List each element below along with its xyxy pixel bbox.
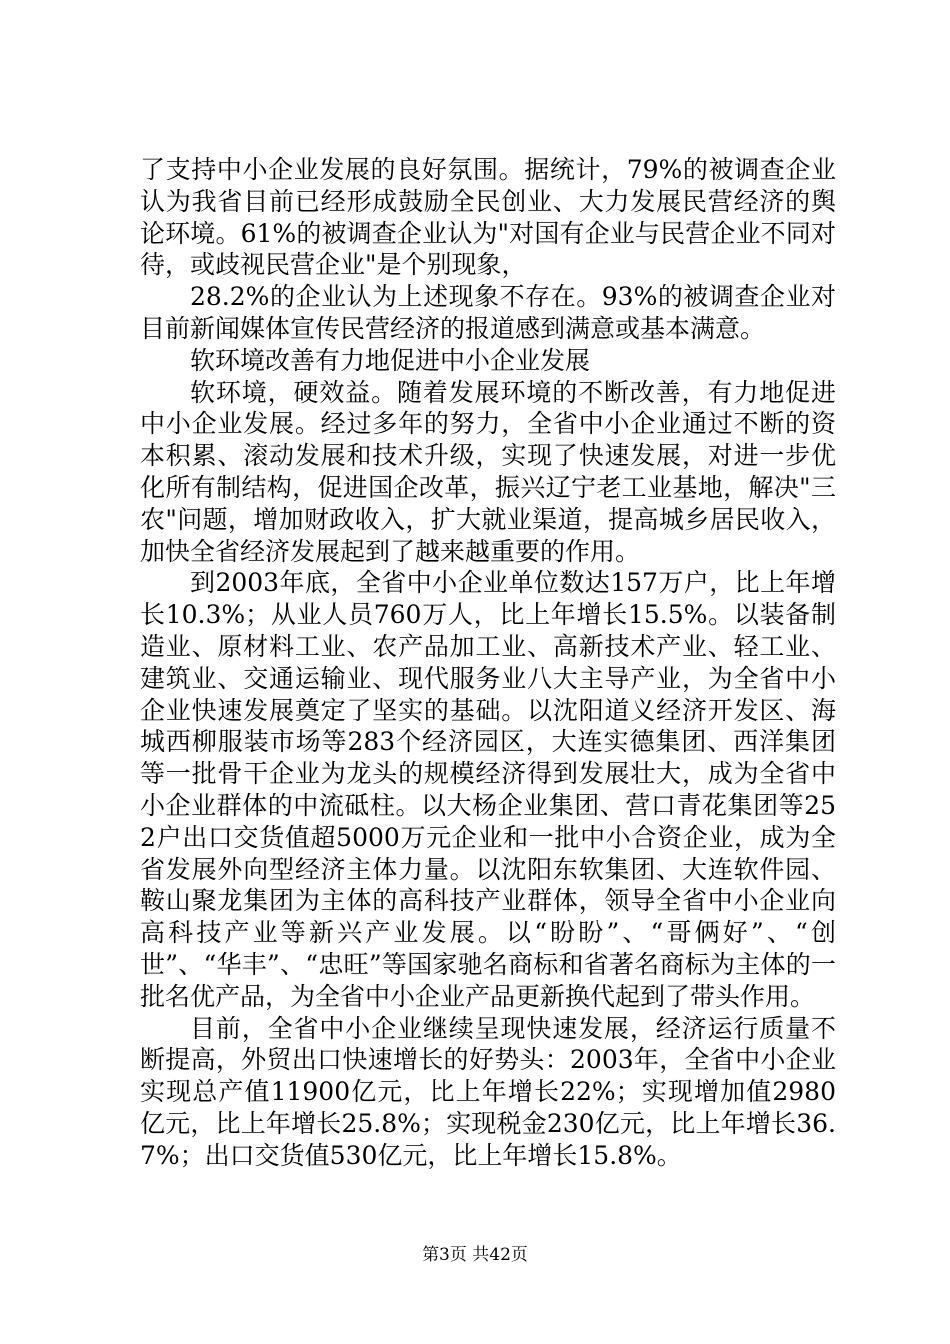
document-body	[140, 154, 836, 1172]
page-number-footer: 第3页 共42页	[422, 1245, 528, 1265]
paragraph-3: 软环境，硬效益。随着发展环境的不断改善，有力地促进中小企业发展。经过多年的努力，全省中小企业通过不断的资本积累、滚动发展和技术升级，实现了快速发展，对进一步优化所有制结构，促进国企改革，振兴辽宁老工业基地，解决"三农"问题，增加财政收入，扩大就业渠道，提高城乡居民收入，加快全省经济发展起到了越来越重要的作用。	[140, 377, 836, 566]
section-heading: 软环境改善有力地促进中小企业发展	[190, 345, 591, 375]
paragraph-5: 目前，全省中小企业继续呈现快速发展，经济运行质量不断提高，外贸出口快速增长的好势头：2003年，全省中小企业实现总产值11900亿元，比上年增长22%；实现增加值2980亿元，比上年增长25.8%；实现税金230亿元，比上年增长36.7%；出口交货值530亿元，比上年增长15.8%。	[140, 1013, 836, 1170]
paragraph-4: 到2003年底，全省中小企业单位数达157万户，比上年增长10.3%；从业人员760万人，比上年增长15.5%。以装备制造业、原材料工业、农产品加工业、高新技术产业、轻工业、建筑业、交通运输业、现代服务业八大主导产业，为全省中小企业快速发展奠定了坚实的基础。以沈阳道义经济开发区、海城西柳服装市场等283个经济园区，大连实德集团、西洋集团等一批骨干企业为龙头的规模经济得到发展壮大，成为全省中小企业群体的中流砥柱。以大杨企业集团、营口青花集团等252户出口交货值超5000万元企业和一批中小合资企业，成为全省发展外向型经济主体力量。以沈阳东软集团、大连软件园、鞍山聚龙集团为主体的高科技产业群体，领导全省中小企业向高科技产业等新兴产业发展。以“盼盼”、“哥俩好”、“创世”、“华丰”、“忠旺”等国家驰名商标和省著名商标为主体的一批名优产品，为全省中小企业产品更新换代起到了带头作用。	[140, 568, 836, 1011]
paragraph-2: 28.2%的企业认为上述现象不存在。93%的被调查企业对目前新闻媒体宣传民营经济的报道感到满意或基本满意。	[140, 282, 836, 343]
paragraph-1: 了支持中小企业发展的良好氛围。据统计，79%的被调查企业认为我省目前已经形成鼓励全民创业、大力发展民营经济的舆论环境。61%的被调查企业认为"对国有企业与民营企业不同对待，或歧视民营企业"是个别现象，	[140, 155, 836, 280]
